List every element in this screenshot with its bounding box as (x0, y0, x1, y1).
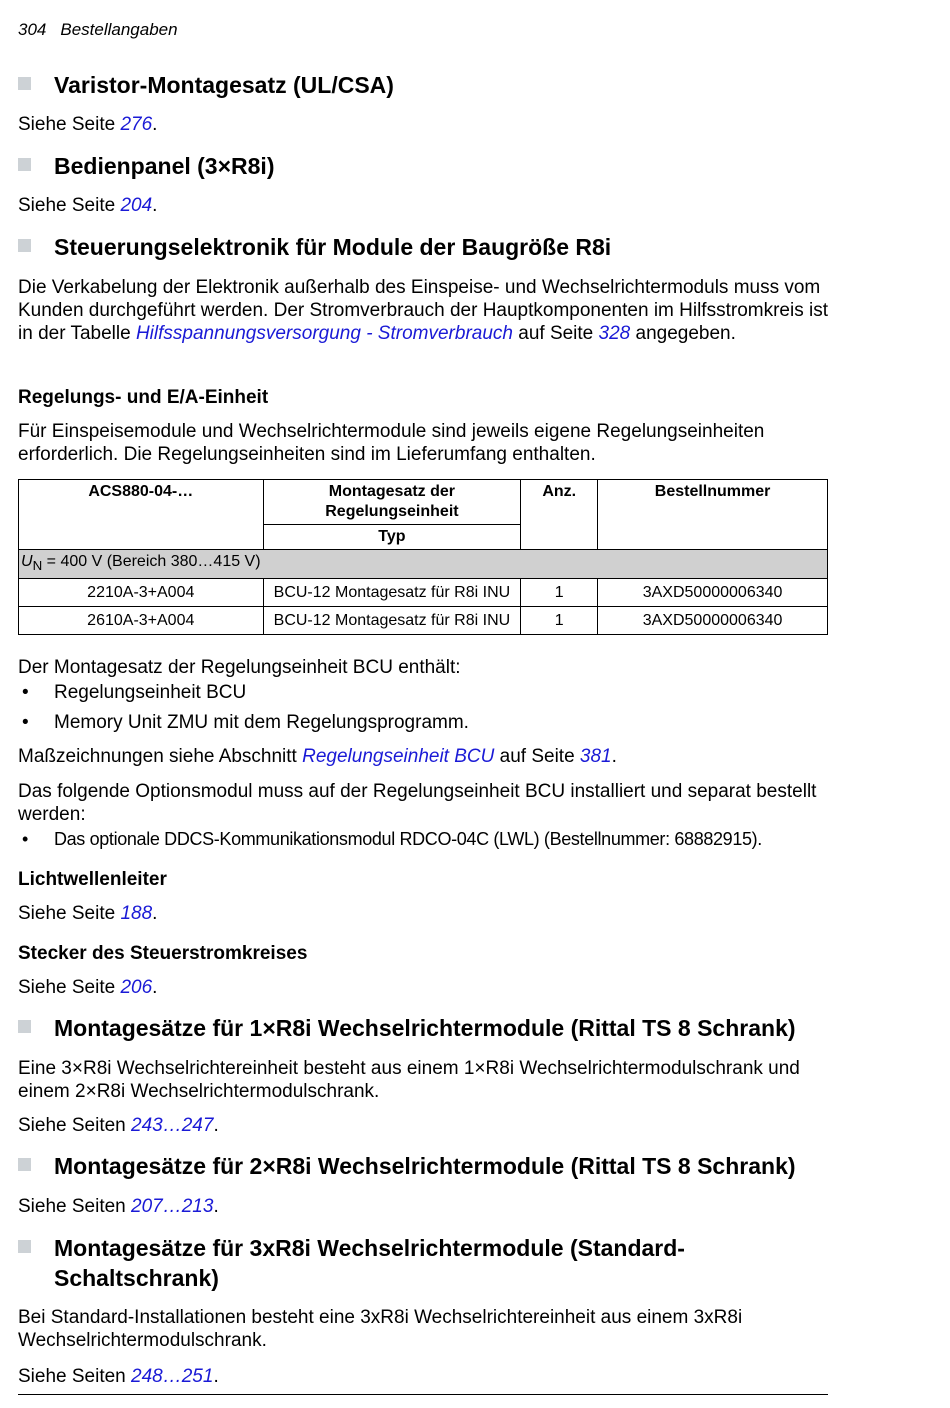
heading-steuerungselektronik: Steuerungselektronik für Module der Baugröße R8i (18, 232, 838, 262)
footer-rule (18, 1394, 828, 1395)
square-bullet-icon (18, 1020, 31, 1033)
col-header-type: Typ (263, 525, 521, 550)
list-item: • Regelungseinheit BCU (22, 682, 247, 703)
cell-type: BCU-12 Montagesatz für R8i INU (263, 607, 521, 635)
see-pages-m3: Siehe Seiten 248…251. (18, 1366, 219, 1387)
cell-order: 3AXD50000006340 (598, 579, 828, 607)
cell-qty: 1 (521, 607, 598, 635)
heading-varistor: Varistor-Montagesatz (UL/CSA) (18, 70, 838, 100)
page-link-varistor[interactable]: 276 (120, 114, 153, 135)
paragraph-kit-contains: Der Montagesatz der Regelungseinheit BCU enthält: (18, 657, 461, 678)
subheading-stecker: Stecker des Steuerstromkreises (18, 943, 308, 964)
page-link-188[interactable]: 188 (120, 903, 153, 924)
heading-montagesaetze-1xr8i: Montagesätze für 1×R8i Wechselrichtermodule (Rittal TS 8 Schrank) (18, 1013, 838, 1043)
paragraph-3xr8i-einheit: Eine 3×R8i Wechselrichtereinheit besteht aus einem 1×R8i Wechselrichtermodulschrank und einem 2×R8i Wechselrichtermodulschrank. (18, 1058, 800, 1102)
square-bullet-icon (18, 158, 31, 171)
paragraph-dimension-drawings: Maßzeichnungen siehe Abschnitt Regelungseinheit BCU auf Seite 381. (18, 746, 617, 767)
square-bullet-icon (18, 1240, 31, 1253)
page-link-bedienpanel[interactable]: 204 (120, 195, 153, 216)
paragraph-verkabelung: Die Verkabelung der Elektronik außerhalb des Einspeise- und Wechselrichtermoduls muss vom Kunden durchgeführt werden. Der Stromverbrauch der Hauptkomponenten im Hilfsstromkreis ist in der Tabelle Hilfsspannungsversorgung - Stromverbrauch auf Seite 328 angegeben. (18, 277, 828, 344)
col-header-model: ACS880-04-… (19, 480, 264, 550)
paragraph-regelung-intro: Für Einspeisemodule und Wechselrichtermodule sind jeweils eigene Regelungseinheiten erforderlich. Die Regelungseinheiten sind im Lieferumfang enthalten. (18, 421, 765, 465)
cell-type: BCU-12 Montagesatz für R8i INU (263, 579, 521, 607)
page-link-248-251[interactable]: 248…251 (131, 1366, 214, 1387)
see-page-lichtwellenleiter: Siehe Seite 188. (18, 903, 158, 924)
page-link-328[interactable]: 328 (598, 323, 631, 344)
cell-order: 3AXD50000006340 (598, 607, 828, 635)
order-table (18, 479, 828, 635)
see-pages-m2: Siehe Seiten 207…213. (18, 1196, 219, 1217)
col-header-kit: Montagesatz der Regelungseinheit (263, 480, 521, 525)
cell-model: 2210A-3+A004 (19, 579, 264, 607)
page-link-381[interactable]: 381 (579, 746, 612, 767)
table-group-row: $U_N = 400$ V (Bereich 380…415 V) (19, 550, 828, 579)
table-row (19, 579, 828, 607)
page-link-206[interactable]: 206 (120, 977, 153, 998)
col-header-qty: Anz. (521, 480, 598, 550)
page-number: 304 (18, 20, 47, 39)
heading-bedienpanel: Bedienpanel (3×R8i) (18, 151, 838, 181)
see-page-varistor: Siehe Seite 276. (18, 114, 158, 135)
link-hilfsspannungsversorgung[interactable]: Hilfsspannungsversorgung - Stromverbrauch (135, 323, 513, 344)
subheading-regelung: Regelungs- und E/A-Einheit (18, 387, 269, 408)
link-regelungseinheit-bcu[interactable]: Regelungseinheit BCU (302, 746, 495, 767)
square-bullet-icon (18, 77, 31, 90)
running-header (18, 20, 178, 40)
col-header-order: Bestellnummer (598, 480, 828, 550)
paragraph-option-module: Das folgende Optionsmodul muss auf der Regelungseinheit BCU installiert und separat bestellt werden: (18, 781, 817, 825)
page-link-243-247[interactable]: 243…247 (131, 1115, 214, 1136)
square-bullet-icon (18, 239, 31, 252)
list-item: • Memory Unit ZMU mit dem Regelungsprogramm. (22, 712, 469, 733)
table-row (19, 607, 828, 635)
bullet-icon: • (22, 712, 29, 733)
paragraph-standard-installation: Bei Standard-Installationen besteht eine 3xR8i Wechselrichtereinheit aus einem 3xR8i Wechselrichtermodulschrank. (18, 1307, 743, 1351)
cell-model: 2610A-3+A004 (19, 607, 264, 635)
see-page-bedienpanel: Siehe Seite 204. (18, 195, 158, 216)
cell-qty: 1 (521, 579, 598, 607)
bullet-icon: • (22, 682, 29, 703)
bullet-icon: • (22, 829, 28, 849)
heading-montagesaetze-3xr8i: Montagesätze für 3xR8i Wechselrichtermodule (Standard- Schaltschrank) (18, 1233, 838, 1293)
see-pages-m1: Siehe Seiten 243…247. (18, 1115, 219, 1136)
square-bullet-icon (18, 1158, 31, 1171)
see-page-stecker: Siehe Seite 206. (18, 977, 158, 998)
running-header-title: Bestellangaben (60, 20, 178, 39)
heading-montagesaetze-2xr8i: Montagesätze für 2×R8i Wechselrichtermodule (Rittal TS 8 Schrank) (18, 1151, 838, 1181)
page-link-207-213[interactable]: 207…213 (131, 1196, 214, 1217)
subheading-lichtwellenleiter: Lichtwellenleiter (18, 869, 167, 890)
list-item: • Das optionale DDCS-Kommunikationsmodul RDCO-04C (LWL) (Bestellnummer: 68882915). (22, 829, 762, 849)
